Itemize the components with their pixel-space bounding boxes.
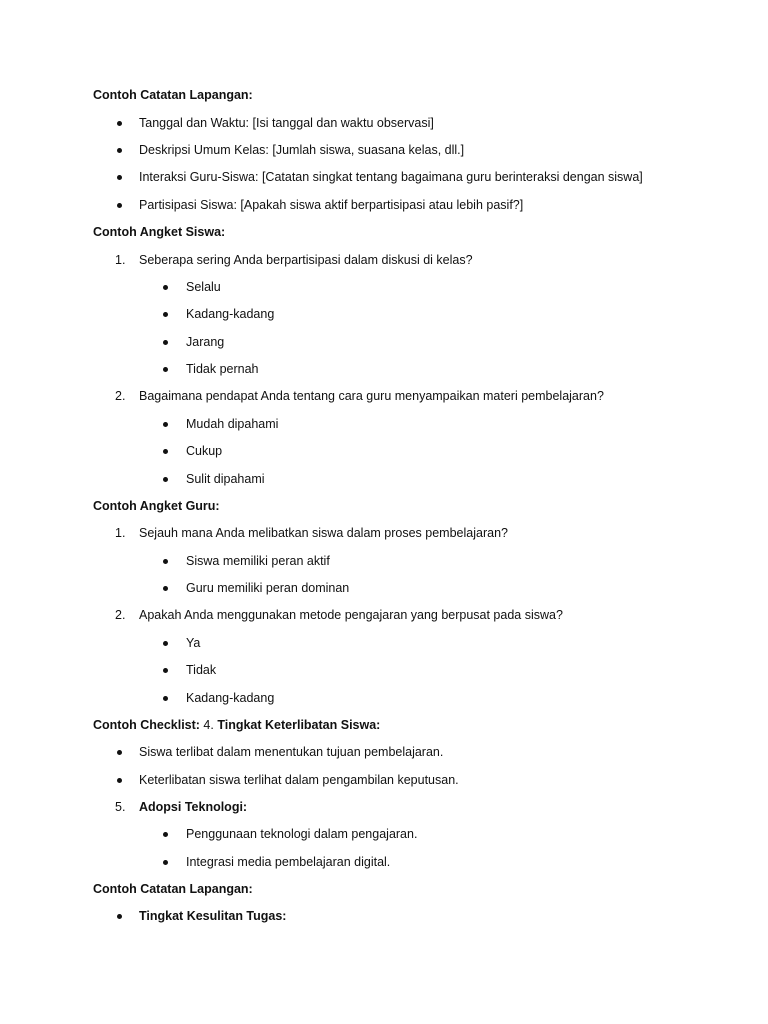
checklist-number: 4. bbox=[199, 718, 218, 732]
bullet-icon bbox=[161, 552, 171, 570]
checklist-label: Contoh Checklist: bbox=[93, 718, 200, 732]
option-item: Siswa memiliki peran aktif bbox=[186, 554, 330, 568]
list-item: Deskripsi Umum Kelas: [Jumlah siswa, suasana kelas, dll.] bbox=[139, 143, 465, 157]
question-text: Bagaimana pendapat Anda tentang cara guru menyampaikan materi pembelajaran? bbox=[139, 389, 604, 403]
bullet-icon bbox=[161, 360, 171, 378]
list-item: Penggunaan teknologi dalam pengajaran. bbox=[186, 827, 418, 841]
bullet-icon bbox=[115, 168, 125, 186]
list-item: Siswa terlibat dalam menentukan tujuan pembelajaran. bbox=[139, 745, 444, 759]
subsection-number: 5. bbox=[115, 800, 126, 814]
option-item: Guru memiliki peran dominan bbox=[186, 581, 350, 595]
bullet-icon bbox=[161, 579, 171, 597]
bullet-icon bbox=[115, 743, 125, 761]
list-item: Keterlibatan siswa terlihat dalam pengambilan keputusan. bbox=[139, 773, 459, 787]
bullet-icon bbox=[161, 278, 171, 296]
option-item: Ya bbox=[186, 636, 201, 650]
bullet-icon bbox=[161, 442, 171, 460]
section-heading-checklist bbox=[93, 716, 380, 734]
list-item: Tingkat Kesulitan Tugas: bbox=[139, 909, 287, 923]
bullet-icon bbox=[161, 689, 171, 707]
question-number: 2. bbox=[115, 389, 126, 403]
option-item: Tidak pernah bbox=[186, 362, 259, 376]
bullet-icon bbox=[161, 853, 171, 871]
option-item: Kadang-kadang bbox=[186, 307, 275, 321]
checklist-subheading: Tingkat Keterlibatan Siswa: bbox=[217, 718, 381, 732]
question-number: 1. bbox=[115, 526, 126, 540]
section-heading-catatan-lapangan: Contoh Catatan Lapangan: bbox=[93, 88, 253, 102]
bullet-icon bbox=[115, 907, 125, 925]
option-item: Tidak bbox=[186, 663, 217, 677]
bullet-icon bbox=[161, 825, 171, 843]
option-item: Jarang bbox=[186, 335, 225, 349]
list-item: Integrasi media pembelajaran digital. bbox=[186, 855, 391, 869]
question-number: 1. bbox=[115, 253, 126, 267]
bullet-icon bbox=[115, 196, 125, 214]
bullet-icon bbox=[115, 141, 125, 159]
bullet-icon bbox=[115, 114, 125, 132]
subsection-heading: Adopsi Teknologi: bbox=[139, 800, 248, 814]
option-item: Kadang-kadang bbox=[186, 691, 275, 705]
option-item: Mudah dipahami bbox=[186, 417, 279, 431]
question-text: Sejauh mana Anda melibatkan siswa dalam proses pembelajaran? bbox=[139, 526, 508, 540]
list-item: Interaksi Guru-Siswa: [Catatan singkat tentang bagaimana guru berinteraksi dengan siswa] bbox=[139, 170, 643, 184]
bullet-icon bbox=[161, 415, 171, 433]
option-item: Selalu bbox=[186, 280, 221, 294]
question-text: Seberapa sering Anda berpartisipasi dalam diskusi di kelas? bbox=[139, 253, 473, 267]
bullet-icon bbox=[161, 470, 171, 488]
bullet-icon bbox=[161, 634, 171, 652]
bullet-icon bbox=[115, 771, 125, 789]
list-item: Tanggal dan Waktu: [Isi tanggal dan waktu observasi] bbox=[139, 116, 434, 130]
bullet-icon bbox=[161, 333, 171, 351]
question-text: Apakah Anda menggunakan metode pengajaran yang berpusat pada siswa? bbox=[139, 608, 563, 622]
section-heading-angket-guru: Contoh Angket Guru: bbox=[93, 499, 220, 513]
section-heading-catatan-lapangan-2: Contoh Catatan Lapangan: bbox=[93, 882, 253, 896]
option-item: Sulit dipahami bbox=[186, 472, 265, 486]
option-item: Cukup bbox=[186, 444, 223, 458]
question-number: 2. bbox=[115, 608, 126, 622]
bullet-icon bbox=[161, 305, 171, 323]
bullet-icon bbox=[161, 661, 171, 679]
list-item: Partisipasi Siswa: [Apakah siswa aktif berpartisipasi atau lebih pasif?] bbox=[139, 198, 524, 212]
section-heading-angket-siswa: Contoh Angket Siswa: bbox=[93, 225, 226, 239]
